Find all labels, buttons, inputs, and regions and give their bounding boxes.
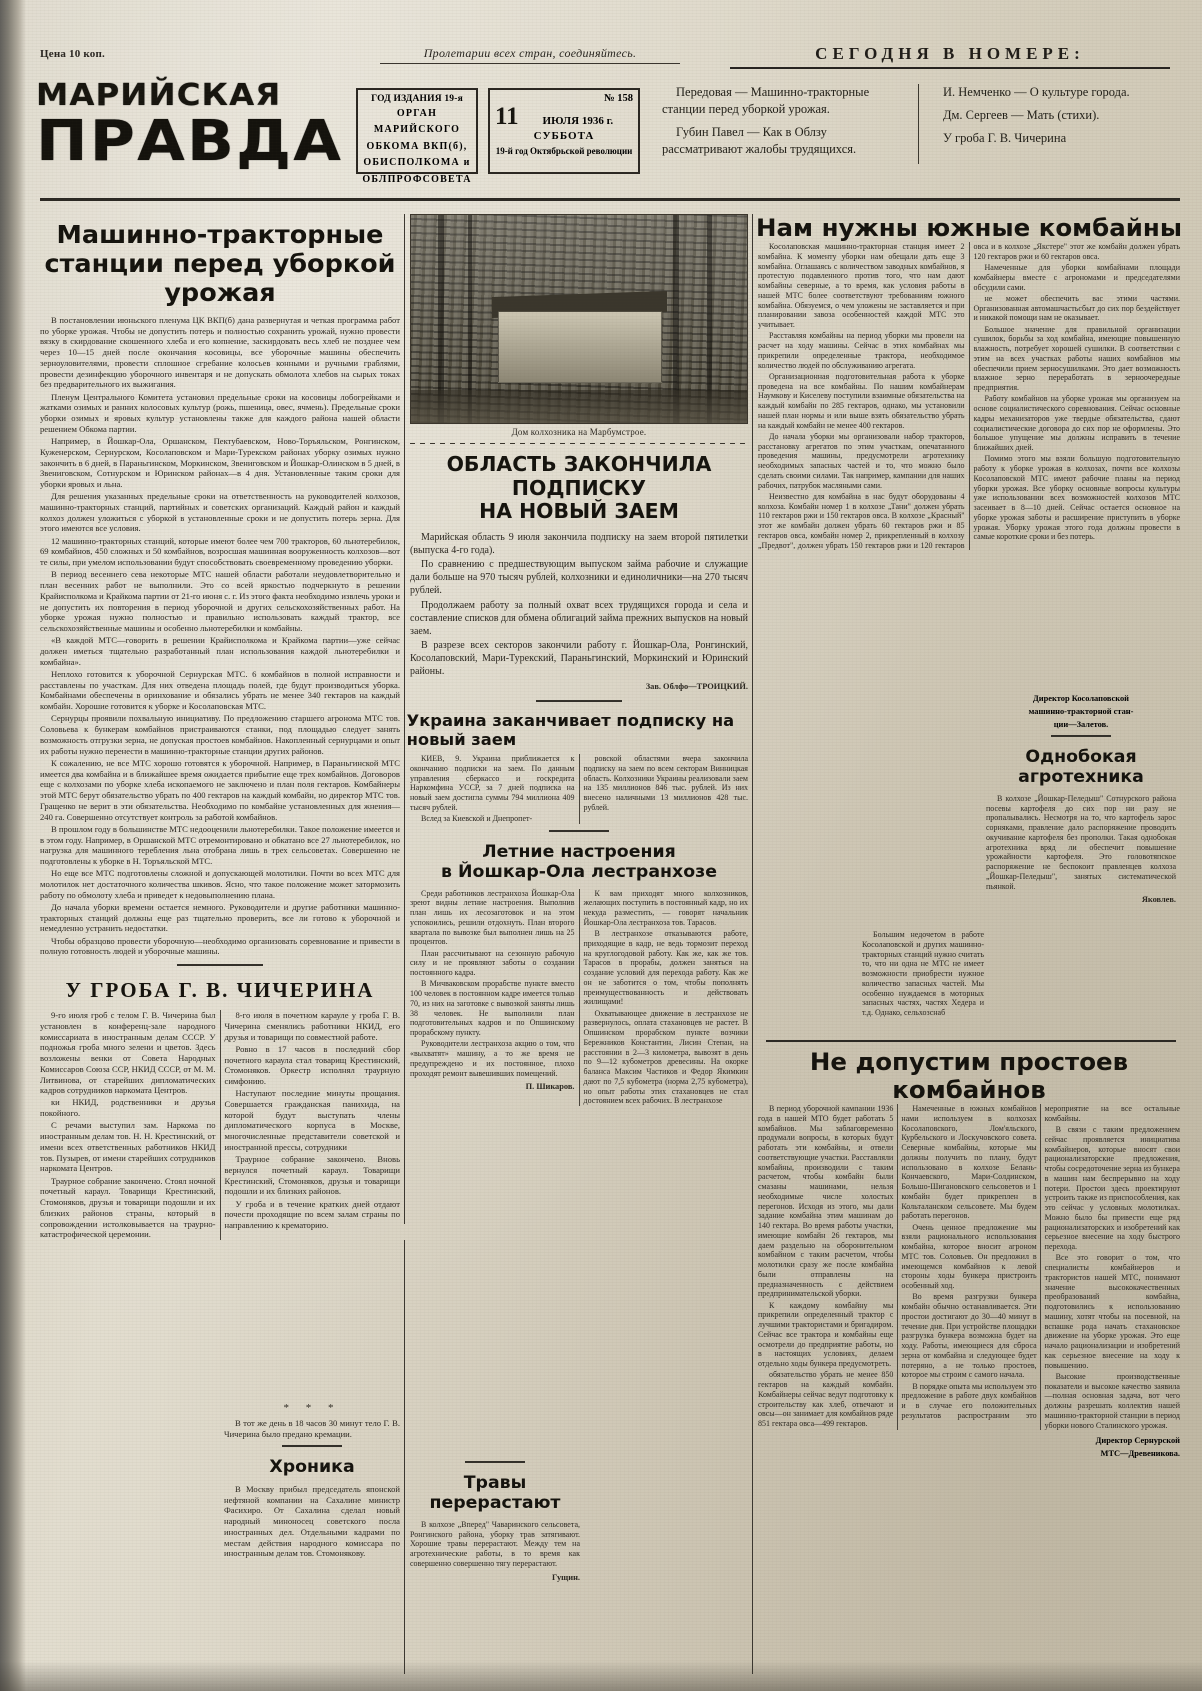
paragraph: Для решения указанных предельные сроки на ответственность на руководителей колхозов, машинно-тракторных станций, партийных и советских организаций. Каждый район и каждый колхоз должен уложиться с уборкой в установленные сроки и не допустить потерь зерна. Для этого имеются все условия. (40, 491, 400, 534)
paragraph: В период уборочной кампании 1936 года в нашей МТО будет работать 5 комбайнов. Мы заблаговременно продумали вопросы, в которых будут работать эти комбайны, и отвели соответствующие участки. Расставляли комбайны, производили с таким расчетом, чтобы комбайн были смазаны машинами, нельзя необходимые числе холостых перегонов. Исходя из этого, мы дали задание комбайна этим машинам до 140 гектара. Во время работы участки, имеющие комбайн 26 гектаров, мы даем раздельно на оборонительном комбайном с таким расчетом, чтобы молотилки сразу же после комбайна были отправлены на предназначенность с действием предпринимательской уборки. (758, 1104, 894, 1299)
chronicle-block (224, 1395, 400, 1561)
contents-box (662, 84, 1182, 164)
publication-year: ГОД ИЗДАНИЯ 19-я (371, 94, 463, 104)
revolution-anniversary: 19-й год Октябрьской революции (495, 146, 633, 156)
contents-item[interactable]: Дм. Сергеев — Мать (стихи). (943, 108, 1100, 122)
forestry-headline (407, 838, 752, 889)
date-panel (488, 88, 640, 174)
organ-line-4: ОБИСПОЛКОМА и (363, 157, 471, 169)
paragraph: В Москву прибыл председатель японской нефтяной компании на Сахалине министр Фасихиро. От Сахалина сделал новый народный миноносец советского посла иностранных дел. Отдельными кадрами по местам действия народного комиссара по иностранным делам тов. Стомонякову. (224, 1483, 400, 1559)
forestry-body (410, 889, 748, 1107)
combine-overflow-body (862, 930, 984, 1018)
paragraph: С речами выступил зам. Наркома по иностранным делам тов. Н. Н. Крестинский, от имени всех ответственных работников НКИД тов. Пузырев, от имени старейших сотрудников наркомата Центров. (40, 1120, 216, 1174)
combine-signature-line-1: Директор Косолаповской (1032, 694, 1130, 703)
paragraph: Большим недочетом в работе Косолаповской и других машинно-тракторных станций нужно считать то, что ни одна не МТС не имеет возможности приобрести нужное количество запасных частей. Мы особенно нуждаемся в моторных запасных частях, частях Хедера и т.д. Однако, сельхозснаб (862, 930, 984, 1017)
grass-block (410, 1455, 580, 1583)
downtime-headline: Не допустим простоев комбайнов (809, 1048, 1129, 1104)
paragraph: К вам приходят много колхозников, желающих поступить в постоянный кадр, но их некуда разместить, — говорят начальник Йошкар-Ола лестранхоза тов. Тарасов. (583, 888, 748, 927)
paragraph: В постановлении июньского пленума ЦК ВКП(б) дана развернутая и четкая программа работ по уборке урожая. Чтобы не допустить потерь и полностью сохранить урожай, нужно провести вязку в скирдование скошенного хлеба и его копнение, заскирдовать весь хлеб не позднее чем через 10—15 дней после окончания косовицы, все уборочные машины обеспечить зерноуловителями, провести сплошное сгребание колосьев конными и ручными граблями, провести дезинфекцию уборочного инвентаря и не допускать обмолота хлебов на сырых токах без предварительного их выжигания. (40, 315, 400, 390)
section-rule (536, 700, 622, 702)
combine-overflow (862, 930, 984, 1019)
loan-body (410, 531, 748, 693)
paragraph: Продолжаем работу за полный охват всех трудящихся города и села и составление списков для обмена облигаций займа прежних выпусков на новый заем. (410, 599, 748, 637)
masthead-line-2: ПРАВДА (36, 109, 344, 174)
section-rule (282, 1445, 342, 1447)
downtime-column (758, 1048, 1180, 1458)
forestry-headline-line-1: Летние настроения (482, 841, 676, 862)
paragraph: Намеченные для уборки комбайнами площади комбайнеры вместе с агрономами и председателями обсудили сами. (973, 263, 1180, 292)
paragraph: Во время разгрузки бункера комбайн обычно останавливается. Эти простои достигают до 30—40 минут в течение дня. При устройстве площадки разгрузка бункера возможна будет на ходу. Работы, имеющиеся для сброса зерна от комбайна и следующее будет потеряно, а не только простоев, которое мы строим с самого начала. (901, 1292, 1037, 1380)
photo-kolkhoz-house (410, 214, 748, 424)
paragraph: Ровно в 17 часов в последний сбор почетного караула стал товарищ Крестинский, Стомоняков. Оркестр исполнял траурную симфонию. (224, 1043, 400, 1086)
contents-column-left (662, 84, 919, 164)
paragraph: В связи с таким предложением сейчас проявляется инициатива комбайнеров, которые вносят свои рационализаторские предложения, чтобы сосредоточение зерна из бункера в машин нам беспрерывно на ходу потери. Простои здесь проектируют устроить также из приспособления, как это сейчас у условных молотилках. Можно было бы привести еще ряд рационализаторских и изобретений как серьезное внесение на ходу быстрого перехода. (1044, 1125, 1180, 1251)
slogan: Пролетарии всех стран, соединяйтесь. (380, 46, 680, 64)
paragraph: В тот же день в 18 часов 30 минут тело Г. В. Чичерина было предано кремации. (224, 1418, 400, 1439)
paragraph: Косолаповская машинно-тракторная станция имеет 2 комбайна. К моменту уборки нам обещали дать еще 3 комбайна. Оглашаясь с количеством заводных комбайнов, я протестую подавленного против того, что нам дают комбайны северные, а то время, как условия работы в нашей МТС более соответствуют требованиям южного комбайна. Обязуемся, о чем уложены не заставляется и при планировании завоза особенностей каждой МТС это учитывает. (758, 242, 965, 329)
star-separator: * * * (283, 1402, 341, 1414)
paragraph: Чтобы образцово провести уборочную—необходимо организовать соревнование и привести в полную готовность людей и уборочные машины. (40, 935, 400, 957)
chicherin-headline: У ГРОБА Г. В. ЧИЧЕРИНА (65, 978, 375, 1003)
loan-signature: Зав. Облфо—ТРОИЦКИЙ. (645, 682, 748, 692)
paragraph: Расставляя комбайны на период уборки мы провели на расчет на ходу машины. Сейчас в этих комбайнах мы прикрепили определенные трактора, необходимое количество людей по обслуживанию агрегата. (758, 331, 965, 370)
paragraph: Наступают последние минуты прощания. Совершается гражданская панихида, на которой будут выступать члены дипломатического корпуса в Москве, многочисленные представители советской и иностранной прессы, сотрудники (224, 1088, 400, 1152)
loan-headline-line-2: НА НОВЫЙ ЗАЕМ (479, 499, 679, 524)
contents-item[interactable]: У гроба Г. В. Чичерина (943, 131, 1067, 145)
contents-column-right (919, 84, 1177, 164)
paragraph: Помимо этого мы взяли большую подготовительную работу к уборке урожая в колхозах, почти все колхозы Косолаповской МТС имеют рабочие планы на период уборки урожая. Все уборку основные вопросы культуры уже использовании всех возможностей колхозов МТС засеивает в 8—10 дней. Сейчас остается основное на уборке урожая заботы и расширение приступить в уборке урожая. Уборку урожая этого года должны провести в самые короткие сроки и без потерь. (973, 454, 1180, 542)
column-divider-2 (752, 214, 753, 1674)
chronicle-body (224, 1484, 400, 1559)
downtime-signature-line-1: Директор Сернурской (1095, 1436, 1180, 1446)
paragraph: К сожалению, не все МТС хорошо готовятся к уборочной. Например, в Параньгинской МТС имеется два комбайна и в ближайшее время ожидается прибытие еще трех комбайнов. Договоров еще с колхозами по уборке хлеба ископаемого не заключено и план поля гектаров. Комбайнеры этой МТС берут обязательство убрать по 400 гектаров на каждый комбайн, но директор МТС тов. Гращенко не верит в эти обязательства. Необходимо по комбайне установленных для жнения—240 га. Совершенно отсутствует контроль за работой комбайнов. (40, 757, 400, 822)
paragraph: Траурное собрание закончено. Вновь вернулся почетный караул. Товарищи Крестинский, Стомоняков, друзья и товарищи подошли и их близких районов. (224, 1154, 400, 1197)
paragraph: В порядке опыта мы используем это предложение в работе двух комбайнов и в случае его положительных результатов распространим это мероприятие на все остальные комбайны. (901, 1104, 1180, 1420)
issue-number: № 158 (604, 93, 633, 104)
paragraph: Среди работников лестранхоза Йошкар-Ола зреют видны летние настроения. Выполнив план лишь их лесозаготовок и на этом успокоились, решили отдохнуть. План второго квартала по вывозке был выполнен лишь на 25 процентов. (410, 888, 575, 947)
paragraph: В разрезе всех секторов закончили работу г. Йошкар-Ола, Ронгинский, Косолаповский, Мари-Турекский, Параньгинский, Моркинский и Юринский районы. (410, 640, 748, 678)
paragraph: Руководители лестранхоза акцию о том, что «выхватят» машину, а то же время не предупреждено и их постоянное, плохо проходят ремонт вывешивших помещений. (410, 1039, 575, 1078)
grass-signature: Гущин. (551, 1572, 580, 1582)
column-divider-1 (404, 214, 405, 1224)
paragraph: не может обеспечить вас этими частями. Организованная автомашчастьсбыт до сих пор бездействует и никакой помощи нам не оказывает. (973, 293, 1180, 323)
chicherin-body (40, 1010, 400, 1240)
paragraph: Все это говорит о том, что специалисты комбайнеров и трактористов нашей МТС, понимают значение высококачественных преобразований комбайна, подготовились к использованию машину, хотят чтобы на посевной, на вспашке рода начать стахановское движение на уборке урожая. Это еще начало рационализации и изобретений как серьезное внесение на ходу к повышению. (1044, 1253, 1180, 1370)
loan-headline (407, 448, 752, 531)
paragraph: ки НКИД, родственники и друзья покойного. (40, 1097, 216, 1119)
paragraph: В колхозе „Вперед" Чаваринского сельсовета, Ронгинского района, уборку трав затягивают. Хорошие травы перерастают. Между тем на агротехнические работы, в то время как совершенно совершенно тягу перерастают. (410, 1519, 580, 1568)
paragraph: Вслед за Киевской и Днепропет- (421, 814, 533, 824)
paragraph: ровской областями вчера закончила подписку на заем по всем секторам Винницкая область. Колхозники Украины реализовали заем на 135 миллионов 846 тыс. рублей. Из них внесено наличными 13 миллионов 428 тыс. рублей. (583, 754, 748, 812)
right-column (758, 214, 1180, 550)
paragraph: До начала уборки мы организовали набор тракторов, расстановку агрегатов по этим участкам, опечатанного проведения машины, предусмотрели агротехнику необходимых запасных частей и то, что можно было сделать своими силами. Так например, кампании для наших рабочих, патрубок масляными сами. (758, 431, 965, 490)
paragraph: Большое значение для правильной организации сушилок, борьбы за ход комбайна, имеющие повышенную влажность, потребует хорошей сушилки. В соответствии с этим на всех участках работы наших комбайнов мы обеспечили прием зерносушилками. Это дает возможность влажное зерно переработать в зерноочередные предприятия. (973, 324, 1180, 392)
paragraph: В прошлом году в большинстве МТС недооценили льнотеребилки. Такое положение имеется и в этом году. Например, в Оршанской МТС отремонтировано и обкатано все 27 льнотеребилок, но нагрузка для машинного теребления льна отобрана лишь в трех сельсоветах. Совершенно не подготовлены к уборке в Н. Торъяльской МТС. (40, 823, 400, 866)
contents-item[interactable]: И. Немченко — О культуре города. (943, 85, 1130, 99)
combine-signature-block (986, 690, 1176, 906)
paragraph: Траурное собрание закончено. Стоял ночной почетный караул. Товарищи Крестинский, Стомоняков, друзья и товарищи подошли и их близких районов страны, который в сопровождении истолковывается на траурно-катастрофической церемонии. (40, 1175, 216, 1240)
ukraine-body (410, 754, 748, 824)
paragraph: Пленум Центрального Комитета установил предельные сроки на косовицы лобогрейками и жатками озимых и ранних колосовых культур (рожь, пшеница, овес, ячмень). Предельные сроки уборки озимых и яровых культур установлены также для каждого района нашей области решением Обкома партии. (40, 391, 400, 434)
grass-body (410, 1520, 580, 1583)
date-weekday: СУББОТА (533, 130, 595, 142)
combine-body (758, 242, 1180, 550)
editorial-column (40, 214, 400, 1240)
forestry-headline-line-2: в Йошкар-Ола лестранхозе (441, 862, 717, 883)
masthead (36, 78, 346, 174)
combine-signature-line-2: машинно-тракторной стан- (1028, 707, 1134, 716)
downtime-body (758, 1104, 1180, 1430)
paragraph: Но еще все МТС подготовлены сложной и допускающей молотилки. Почти во всех МТС для молотилок нет достаточного количества шкивов. Ясно, что такое положение может затормозить работу по обмолоту хлеба и приведет к недовыполнению плана. (40, 868, 400, 900)
paragraph: Высокие производственные показатели и высокое качество заявила—полная основная задача, вот чего должны разрешать коллектив нашей машинно-тракторной станции в период уборки нового Сталинского урожая. (1044, 1371, 1180, 1430)
photo-caption: Дом колхозника на Марбумстрое. (511, 427, 647, 437)
editorial-body (40, 315, 400, 957)
paragraph: До начала уборки времени остается немного. Руководители и другие работники машинно-тракторных станций должны еще раз тщательно проверить, все ли готово к уборочной и немедленно устранить недостатки. (40, 901, 400, 934)
header-divider (40, 198, 1180, 201)
paragraph: К каждому комбайну мы прикрепили определенный трактор с лучшими трактористами и бригадиром. Сейчас все трактора и комбайны еще осмотрели до предприятие работы, но в настоящих условиях, делаем отдельно ходы бункера предусмотреть. (758, 1300, 894, 1368)
section-rule (1051, 735, 1111, 737)
date-day: 11 (495, 103, 519, 130)
agro-signature: Яковлев. (1141, 895, 1176, 905)
paragraph: В колхозе „Йошкар-Пеледыш" Сотнурского района посевы картофеля до сих пор ни разу не пропалывались. Несмотря на то, что картофель зарос сорняками, правление дало распоряжение проводить окучивание картофеля без прополки. Такая однобокая агротехника вряд ли обеспечит повышение урожайности картофеля. Это головотяпское распоряжение не беспокоит правленцев колхоза „Йошкар-Пеледыш", занятых систематической пьянкой. (986, 793, 1176, 891)
column-divider-3 (404, 1240, 405, 1674)
forestry-signature: П. Шикаров. (525, 1082, 575, 1092)
organ-line-2: МАРИЙСКОГО (373, 124, 461, 136)
paragraph: По сравнению с предшествующим выпуском займа рабочие и служащие дали больше на 970 тысяч рублей, колхозники и единоличники—на 270 тысяч рублей. (410, 559, 748, 597)
paragraph: Неплохо готовится к уборочной Сернурская МТС. 6 комбайнов в полной исправности и расставлены по участкам. Для них отведена площадь полей, где будут производиться уборка. Комбайнами обеспечены в оринхование и обязались убрать не менее 340 гектаров на каждый комбайн. Хорошие готовится к уборке и Косолаповская МТС. (40, 669, 400, 712)
paragraph: Охватывающее движение в лестранхозе не развернулось, оплата стахановцев не растет. В Опшинском прорабском пункте возчики Бережников Константин, Лисин Степан, на расстоянии в 2—3 километра, вывозят в день по 9—12 кубометров древесины. На окорке баланса Максим Частиков и Федор Якимкин дают по 7,5 кубометра (норма 2,75 кубометра), но опыт работы этих стахановцев не стал достоянием всех рабочих. В лестранхозе (583, 1008, 748, 1106)
section-rule (465, 1461, 525, 1463)
paragraph: Очень ценное предложение мы взяли рационального использования комбайна, которое вносит агроном МТС тов. Соловьев. Он предложил в имеющемся комбайнов к левой стороны ходы бункера пристроить особенный ход. (901, 1222, 1037, 1290)
contents-item[interactable]: Губин Павел — Как в Облзу рассматривают жалобы трудящихся. (662, 125, 857, 156)
editorial-headline: Машинно-тракторные станции перед уборкой урожая (44, 220, 396, 307)
paragraph: Например, в Йошкар-Ола, Оршанском, Пектубаевском, Ново-Торъяльском, Ронгинском, Куженерском, Сернурском, Косолаповском и Мари-Турекском районах уборку озимых нужно закончить в 6 дней, в Параньгинском, Моркинском, Звениговском и Йошкар-Олинском в 5 дней, в Звениговском, Сотнурском и Юринском районах—в 4 дня. Установленные таким сроки для уборки яровых и льна. (40, 436, 400, 490)
top-bar (40, 44, 1180, 63)
downtime-divider (766, 1040, 1176, 1042)
chronicle-headline: Хроника (269, 1457, 355, 1478)
organ-line-5: ОБЛПРОФСОВЕТА (362, 173, 472, 185)
paragraph: Организационная подготовительная работа к уборке проведена на все комбайны. По нашим комбайнерам Наумкову и Киселеву поступили взаимные обязательства на каждый комбайн по 285 гектаров, однако, мы установили нашей план нормы и или выше взять обязательство убрать на каждый комбайн не менее 400 гектаров. (758, 371, 965, 430)
paragraph: КИЕВ, 9. Украина приближается к окончанию подписки на заем. По данным управления сберкассо и госкредита Наркомфина УССР, за 7 дней подписка на новый заем достигла суммы 794 миллиона 409 тысяч рублей. (410, 754, 575, 812)
chicherin-cremation-note (224, 1418, 400, 1439)
paragraph: В лестранхозе отказываются работе, приходящие в кадр, не ведь тормозит переход на круглогодовой работу. Как же, как же тов. Тарасов в прорабы, должен заняться на создание условий для перехода работу. Как же он не заботится о том, чтобы пополнять преимуществованность и действовать жилищами! (583, 929, 748, 1007)
paragraph: План рассчитывают на сезонную рабочую силу и не проявляют заботы о создании постоянного кадра. (410, 948, 575, 978)
date-month-year: ИЮЛЯ 1936 г. (542, 115, 614, 127)
organ-panel (356, 88, 478, 185)
downtime-signature-line-2: МТС—Древеникова. (1100, 1449, 1180, 1459)
organ-line-3: ОБКОМА ВКП(б), (366, 140, 468, 152)
grass-headline: Травы перерастают (429, 1473, 561, 1514)
section-rule (177, 964, 263, 966)
paragraph: 12 машинно-тракторных станций, которые имеют более чем 700 тракторов, 60 льнотеребилок, 69 комбайнов, 450 сложных и 50 комбайнов, возросшая машинная вооруженность колхозов—вот те силы, при умелом использовании будут способствовать своевременному проведению уборки. (40, 535, 400, 568)
paragraph: Намеченные в южных комбайнов нами используем в колхозах Косолаповского, Лом'яльского, Курбельского и Лоскучовского совета. Северные комбайны, которые мы должны получить по плану, будут использовано в колхозе Белань-Кончаевского, Мари-Солдинском, Большо-Шигановского сельсоветов и 1 комбайн будет прикреплен в Кольталанском сельсовете. Мы будем работать перегонов. (901, 1104, 1037, 1221)
contents-item[interactable]: Передовая — Машинно-тракторные станции перед уборкой урожая. (662, 85, 870, 116)
organ-line-1: ОРГАН (396, 108, 438, 119)
paragraph: У гроба и в течение кратких дней отдают почести проходящие по всем залам страны по направлению к крематорию. (224, 1198, 400, 1231)
paragraph: Неизвестно для комбайна в нас будут оборудованы 4 колхоза. Комбайн номер 1 в колхозе „Тани" должен убрать 110 гектаров ржи и 150 гектаров овса. В колхозе „Красный" этот же комбайн должен убрать 60 гектаров ржи и 85 гектаров овса, комбайн номер 2, прикрепленный в колхозу „Предвот", должен убрать 150 гектаров ржи и 120 гектаров овса и в колхозе „Якстере" этот же комбайн должен убрать 120 гектаров ржи и 60 гектаров овса. (758, 242, 1180, 550)
contents-title: СЕГОДНЯ В НОМЕРЕ: (730, 44, 1170, 69)
ukraine-headline: Украина заканчивает подписку на новый заем (406, 711, 735, 750)
paragraph: 9-го июля гроб с телом Г. В. Чичерина был установлен в конференц-зале народного комиссариата в иностранным делам СССР. У подножья гроба много зелени и цветов. Здесь возложены венки от Совета Народных Комиссаров Союза ССР, НКИД СССР, от М. М. Литвинова, от старейших дипломатических кадров сотрудников наркомата Центров. (40, 1010, 216, 1096)
agro-headline: Однобокая агротехника (1018, 747, 1144, 788)
loan-headline-line-1: ОБЛАСТЬ ЗАКОНЧИЛА ПОДПИСКУ (446, 452, 712, 500)
paragraph: «В каждой МТС—говорить в решении Крайисполкома и Крайкома партии—уже сейчас должен иметься тщательно разработанный план использования каждой льнотеребилки и комбайна». (40, 635, 400, 667)
wavy-rule (410, 440, 748, 446)
paragraph: В период весеннего сева некоторые МТС нашей области работали неудовлетворительно и план весенних работ не выполнили. Это со всей яркостью подчеркнуто в решении Крайисполкома и Крайкома партии от 21-го июня с. г. Из этого факта необходимо извлечь уроки и не допустить их повторения в период уборочной и других сельскохозяйственных работ. На уборке урожая нужно полностью и правильно использовать каждый трактор, все сельскохозяйственные машины и особенно льнотеребилки и комбайны. (40, 569, 400, 634)
paragraph: Марийская область 9 июля закончила подписку на заем второй пятилетки (выпуска 4-го года). (410, 531, 748, 556)
masthead-line-1: МАРИЙСКАЯ (36, 78, 282, 113)
paragraph: 8-го июля в почетном карауле у гроба Г. В. Чичерина сменялись работники НКИД, его друзья и товарищи по совместной работе. (224, 1010, 400, 1042)
paragraph: В Мичваковском прорабстве пункте вместо 100 человек в постоянном кадре имеется только 70, из них на заготовке с вывозкой заняты лишь 38 человек. Не выполнили план подготовительных кадров и по Опшинскому прорабскому пункту. (410, 979, 575, 1038)
section-rule (549, 830, 609, 832)
combine-headline: Нам нужны южные комбайны (756, 214, 1182, 242)
paragraph: Работу комбайнов на уборке урожая мы организуем на основе социалистического соревнования. Сейчас основные кадры механизаторов уже твердые обязательства, сдают социалистические договора до сих пор не оформлены. Это большое упущение мы должны исправить в течение ближайших дней. (973, 394, 1180, 452)
agro-body (986, 794, 1176, 906)
combine-signature-line-3: ции—Залетов. (1053, 720, 1109, 729)
paragraph: Сернурцы проявили похвальную инициативу. По предложению старшего агронома МТС тов. Соловьева к бункерам комбайнов пристраиваются станки, под площадью следует занять возможность отгрузки зерна, не допуская простоев комбайнов. Накопленный сернурцами и опыт их работы нужно перенести в машинно-тракторные станции других районов. (40, 713, 400, 756)
price-label: Цена 10 коп. (40, 48, 105, 60)
newspaper-page (26, 0, 1186, 1691)
center-column (406, 214, 748, 1106)
paragraph: обязательство убрать не менее 850 гектаров на каждый комбайн. Комбайнеры сейчас ведут подготовку к строительству как хлеб, отвечают и овсы—он занимает для комбайнов ряде 851 гектара овса—499 гектаров. (758, 1370, 894, 1428)
